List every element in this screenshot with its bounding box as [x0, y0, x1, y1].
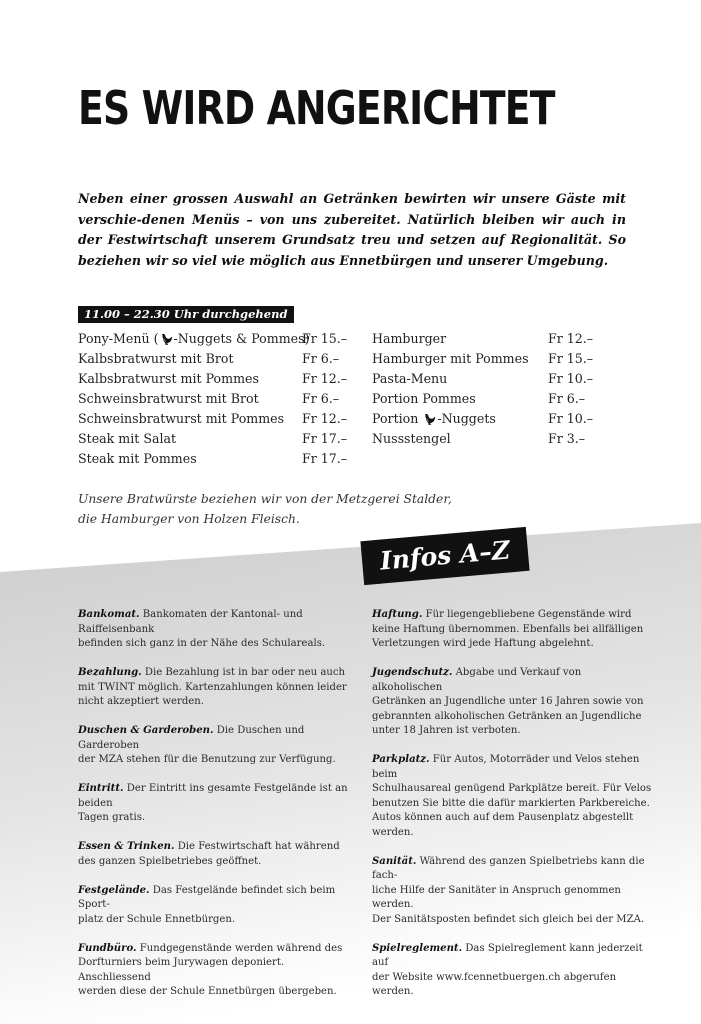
info-term: Bezahlung. [78, 667, 142, 678]
info-description: Für Autos, Motorräder und Velos stehen beim Schulhausareal genügend Parkplätze bereit. Für Velos benutzen Sie bitte die dafür markierten Parkbereiche. Autos können auch auf dem Pausenplatz abgestellt werden. [372, 754, 652, 838]
menu-item [78, 389, 368, 409]
infos-column-left [78, 608, 360, 1014]
supplier-note [78, 489, 452, 529]
menu-item-price: Fr 15.– [548, 351, 594, 366]
page-title: ES WIRD ANGERICHTET [78, 81, 555, 135]
info-description: Das Spielreglement kann jederzeit auf der Website www.fcennetbuergen.ch abgerufen werden. [372, 942, 643, 997]
menu-item-price: Fr 3.– [548, 431, 586, 446]
info-entry [78, 942, 360, 1000]
info-description: Bankomaten der Kantonal- und Raiffeisenbank befinden sich ganz in der Nähe des Schulareals. [78, 609, 326, 649]
info-entry [372, 666, 654, 739]
info-description: Der Eintritt ins gesamte Festgelände ist an beiden Tagen gratis. [78, 783, 348, 823]
info-entry [372, 942, 654, 1000]
menu-item-price: Fr 12.– [302, 411, 348, 426]
info-description: Die Duschen und Garderoben der MZA stehen für die Benutzung zur Verfügung. [78, 725, 336, 765]
chicken-icon [160, 332, 173, 345]
menu-item [372, 429, 612, 449]
info-term: Parkplatz. [372, 754, 430, 765]
menu-item [78, 349, 368, 369]
info-term: Jugendschutz. [372, 667, 453, 678]
menu-item-name: Pony-Menü ( -Nuggets & Pommes) [78, 331, 310, 346]
menu-item [372, 409, 612, 429]
info-entry [78, 884, 360, 928]
menu-item-name: Pasta-Menu [372, 371, 448, 386]
menu-item-name: Kalbsbratwurst mit Brot [78, 351, 234, 366]
info-term: Spielreglement. [372, 942, 463, 954]
menu-item [78, 449, 368, 469]
info-entry [78, 724, 360, 768]
menu-item-price: Fr 10.– [548, 371, 594, 386]
infos-heading: Infos A–Z [378, 535, 512, 576]
info-entry [78, 666, 360, 710]
supplier-note-line: die Hamburger von Holzen Fleisch. [78, 512, 300, 526]
info-description: Das Festgelände befindet sich beim Sport- platz der Schule Ennetbürgen. [78, 884, 336, 925]
supplier-note-line: Unsere Bratwürste beziehen wir von der Metzgerei Stalder, [78, 492, 452, 506]
menu-item-name: Hamburger mit Pommes [372, 351, 529, 366]
menu-item-price: Fr 10.– [548, 411, 594, 426]
menu-list-left [78, 329, 368, 469]
menu-item-name: Schweinsbratwurst mit Brot [78, 391, 259, 406]
infos-column-right [372, 608, 654, 1014]
menu-item-name: Hamburger [372, 331, 447, 346]
menu-item [78, 329, 368, 349]
info-term: Essen & Trinken. [78, 841, 175, 852]
menu-item [78, 369, 368, 389]
info-term: Bankomat. [78, 609, 140, 620]
menu-item [372, 329, 612, 349]
info-description: Fundgegenstände werden während des Dorfturniers beim Jurywagen deponiert. Anschliessend werden diese der Schule Ennetbürgen übergeben. [78, 942, 343, 997]
menu-item-price: Fr 12.– [548, 331, 594, 346]
info-description: Abgabe und Verkauf von alkoholischen Getränken an Jugendliche unter 16 Jahren sowie von gebrannten alkoholischen Getränken an Jugendliche unter 18 Jahren ist verboten. [372, 667, 644, 736]
menu-item-price: Fr 12.– [302, 371, 348, 386]
info-entry [372, 753, 654, 840]
opening-hours-badge: 11.00 – 22.30 Uhr durchgehend [78, 306, 294, 323]
menu-item-name: Kalbsbratwurst mit Pommes [78, 371, 259, 386]
menu-item [78, 429, 368, 449]
info-description: Für liegengebliebene Gegenstände wird keine Haftung übernommen. Ebenfalls bei allfälligen Verletzungen wird jede Haftung abgelehnt. [372, 609, 644, 649]
intro-paragraph: Neben einer grossen Auswahl an Getränken bewirten wir unsere Gäste mit verschie-denen Menüs – von uns zubereitet. Natürlich bleiben wir auch in der Festwirtschaft unserem Grundsatz treu und setzen auf Regionalität. So beziehen wir so viel wie möglich aus Ennetbürgen und unserer Umgebung. [78, 191, 626, 268]
menu-item-name: Steak mit Salat [78, 431, 177, 446]
info-entry [372, 855, 654, 928]
info-term: Duschen & Garderoben. [78, 725, 214, 736]
menu-item-name: Portion Pommes [372, 391, 476, 406]
info-entry [372, 608, 654, 652]
menu-item-price: Fr 6.– [302, 351, 340, 366]
menu-item-name: Schweinsbratwurst mit Pommes [78, 411, 285, 426]
menu-item-price: Fr 15.– [302, 331, 348, 346]
info-term: Fundbüro. [78, 942, 137, 954]
info-entry [78, 840, 360, 869]
menu-item-name: Nussstengel [372, 431, 451, 446]
menu-item-price: Fr 17.– [302, 451, 348, 466]
info-term: Sanität. [372, 855, 417, 867]
info-term: Festgelände. [78, 884, 150, 896]
info-description: Die Bezahlung ist in bar oder neu auch mit TWINT möglich. Kartenzahlungen können leider nicht akzeptiert werden. [78, 667, 347, 707]
menu-item-price: Fr 6.– [548, 391, 586, 406]
menu-item-name: Portion -Nuggets [372, 411, 496, 426]
menu-item [78, 409, 368, 429]
menu-item-name: Steak mit Pommes [78, 451, 197, 466]
info-term: Eintritt. [78, 783, 124, 794]
info-entry [78, 608, 360, 652]
info-description: Die Festwirtschaft hat während des ganzen Spielbetriebes geöffnet. [78, 841, 340, 867]
menu-item [372, 389, 612, 409]
info-description: Während des ganzen Spielbetriebs kann die fach- liche Hilfe der Sanitäter in Anspruch genommen werden. Der Sanitätsposten befindet sich gleich bei der MZA. [372, 855, 645, 925]
menu-item [372, 349, 612, 369]
menu-item [372, 369, 612, 389]
info-term: Haftung. [372, 609, 423, 620]
chicken-icon [423, 412, 436, 425]
menu-item-price: Fr 17.– [302, 431, 348, 446]
menu-item-price: Fr 6.– [302, 391, 340, 406]
menu-list-right [372, 329, 612, 449]
info-entry [78, 782, 360, 826]
